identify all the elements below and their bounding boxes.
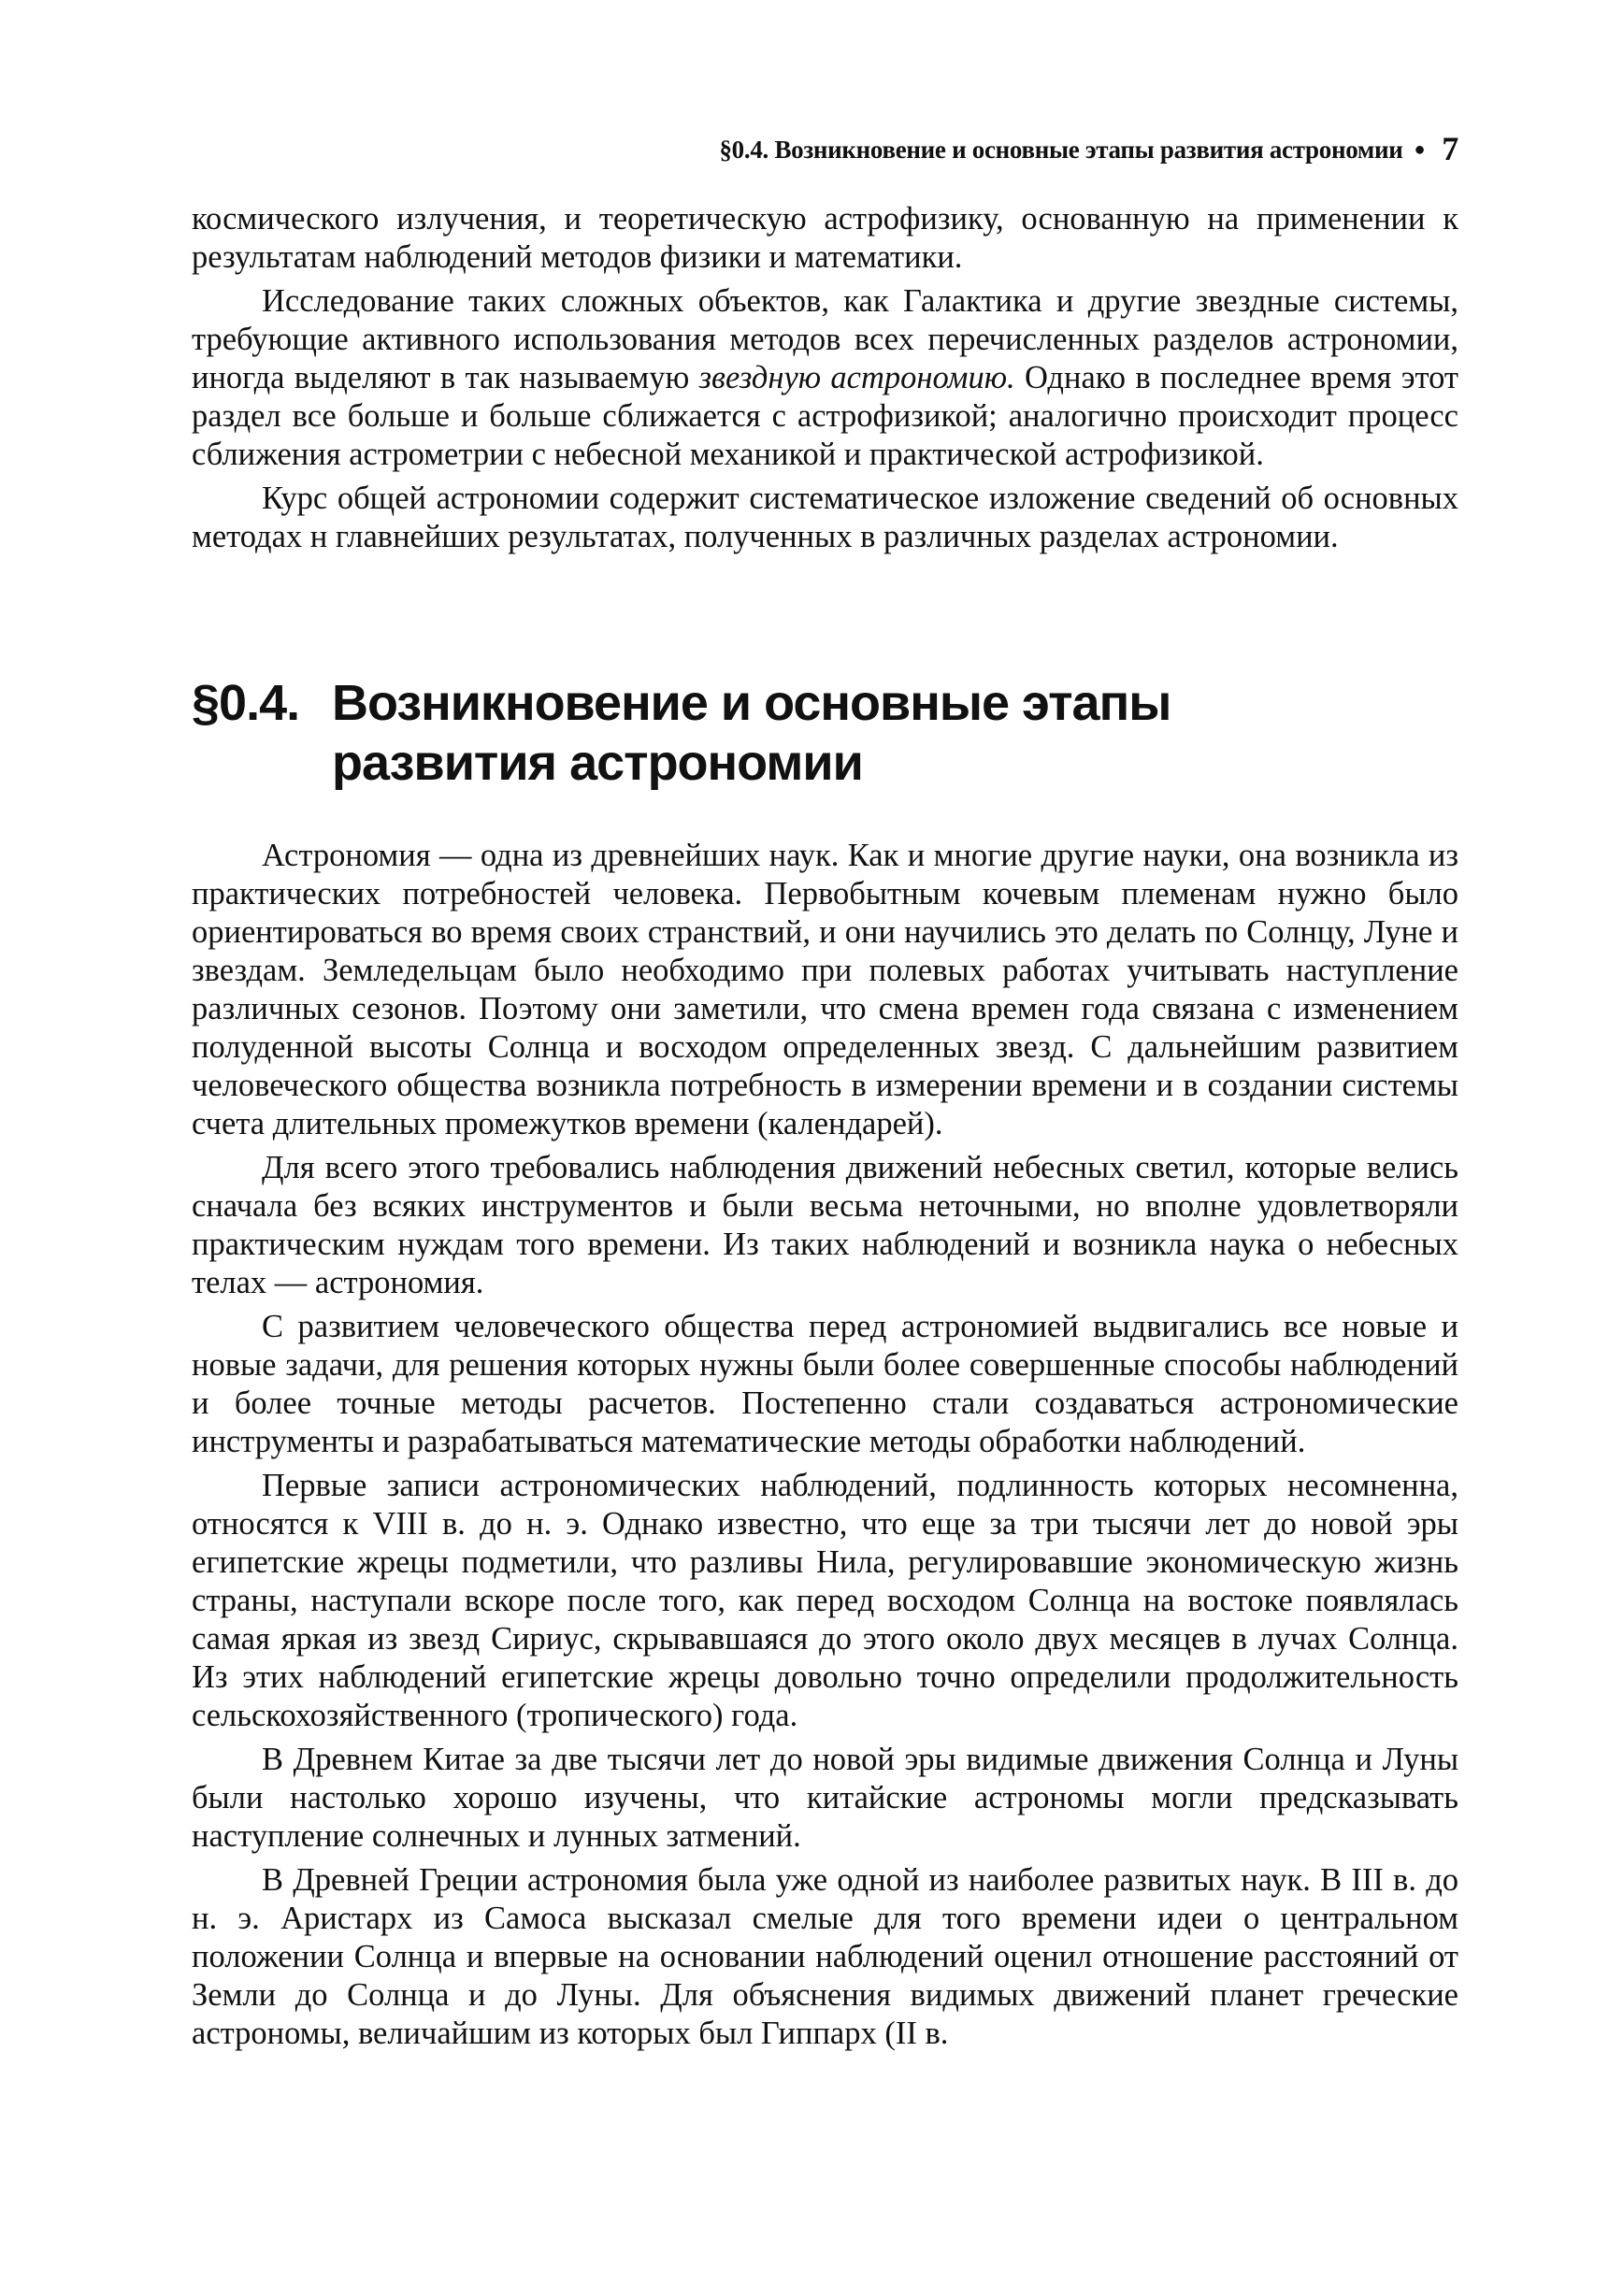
section-title: Возникновение и основные этапы развития астрономии (332, 675, 1171, 791)
paragraph: Для всего этого требовались наблюдения движений небесных светил, которые велись сначала без всяких инструментов и были весьма неточными, но вполне удовлетворяли практическим нуждам того времени. Из таких наблюдений и возникла наука о небесных телах — астрономия. (192, 1150, 1458, 1300)
paragraph-text: Исследование таких сложных объектов, как Галактика и другие звездные системы, требующие активного использования методов всех перечисленных разделов астрономии, иногда выделяют в так называемую (192, 283, 1458, 395)
page-number: 7 (1442, 130, 1458, 167)
section-body (192, 837, 1458, 2053)
paragraph (192, 282, 1458, 474)
paragraph: космического излучения, и теоретическую астрофизику, основанную на применении к результатам наблюдений методов физики и математики. (192, 201, 1458, 275)
running-head (187, 129, 1458, 168)
paragraph: С развитием человеческого общества перед астрономией выдвигались все новые и новые задачи, для решения которых нужны были более совершенные способы наблюдений и более точные методы расчетов. Постепенно стали создаваться астрономические инструменты и разрабатываться математические методы обработки наблюдений. (192, 1309, 1458, 1459)
italic-term: звездную астрономию. (698, 360, 1015, 395)
running-head-title: Возникновение и основные этапы развития астрономии (774, 136, 1403, 164)
paragraph: Первые записи астрономических наблюдений, подлинность которых несомненна, относятся к VIII в. до н. э. Однако известно, что еще за три тысячи лет до новой эры египетские жрецы подметили, что разливы Нила, регулировавшие экономическую жизнь страны, наступали вскоре после того, как перед восходом Солнца на востоке появлялась самая яркая из звезд Сириус, скрывавшаяся до этого около двух месяцев в лучах Солнца. Из этих наблюдений египетские жрецы довольно точно определили продолжительность сельскохозяйственного (тропического) года. (192, 1468, 1458, 1733)
running-head-section: §0.4. (719, 136, 768, 164)
paragraph: Курс общей астрономии содержит систематическое изложение сведений об основных методах н главнейших результатах, полученных в различных разделах астрономии. (192, 481, 1458, 554)
paragraph: В Древней Греции астрономия была уже одной из наиболее развитых наук. В III в. до н. э. Аристарх из Самоса высказал смелые для того времени идеи о центральном положении Солнца и впервые на основании наблюдений оценил отношение расстояний от Земли до Солнца и до Луны. Для объяснения видимых движений планет греческие астрономы, величайшим из которых был Гиппарх (II в. (192, 1862, 1458, 2051)
paragraph-text: Однако в последнее время этот раздел все больше и больше сближается с астрофизикой; аналогично происходит процесс сближения астрометрии с небесной механикой и практической астрофизикой. (192, 360, 1458, 472)
section-number: §0.4. (192, 675, 300, 731)
bullet-icon: ● (1414, 139, 1426, 160)
paragraph: Астрономия — одна из древнейших наук. Как и многие другие науки, она возникла из практических потребностей человека. Первобытным кочевым племенам нужно было ориентироваться во время своих странствий, и они научились это делать по Солнцу, Луне и звездам. Земледельцам было необходимо при полевых работах учитывать наступление различных сезонов. Поэтому они заметили, что смена времен года связана с изменением полуденной высоты Солнца и восходом определенных звезд. С дальнейшим развитием человеческого общества возникла потребность в измерении времени и в создании системы счета длительных промежутков времени (календарей). (192, 838, 1458, 1141)
paragraph: В Древнем Китае за две тысячи лет до новой эры видимые движения Солнца и Луны были настолько хорошо изучены, что китайские астрономы могли предсказывать наступление солнечных и лунных затмений. (192, 1742, 1458, 1854)
intro-text-block (192, 200, 1458, 556)
